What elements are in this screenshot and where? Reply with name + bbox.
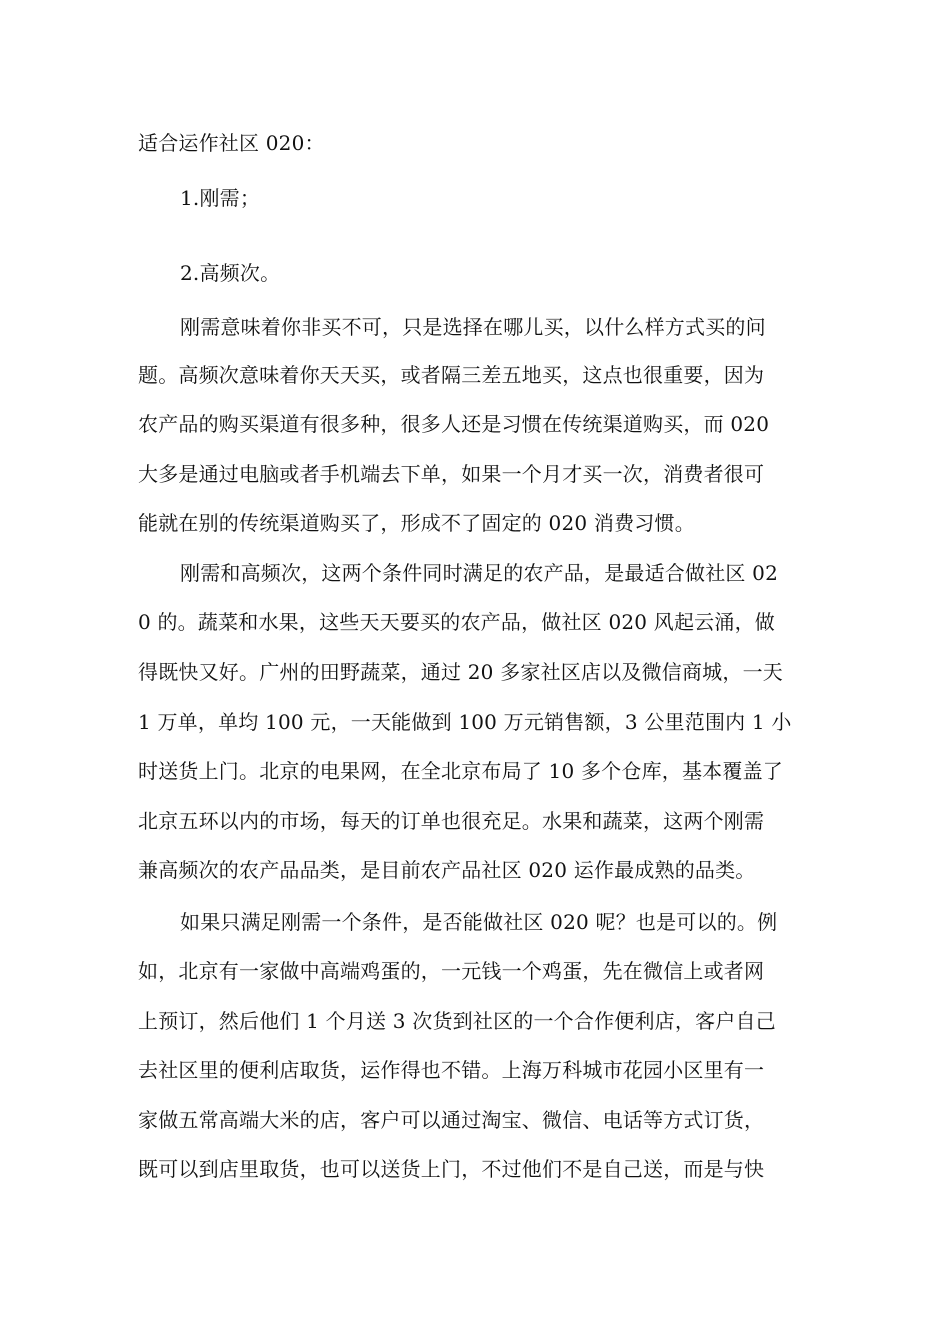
paragraph-line: 如果只满足刚需一个条件，是否能做社区 020 呢？也是可以的。例 <box>180 910 778 934</box>
paragraph-line: 农产品的购买渠道有很多种，很多人还是习惯在传统渠道购买，而 020 <box>138 412 770 436</box>
paragraph-line: 上预订，然后他们 1 个月送 3 次货到社区的一个合作便利店，客户自己 <box>138 1009 776 1033</box>
paragraph-line: 刚需和高频次，这两个条件同时满足的农产品，是最适合做社区 02 <box>180 561 779 585</box>
list-item: 2.高频次。 <box>180 261 281 285</box>
paragraph-line: 得既快又好。广州的田野蔬菜，通过 20 多家社区店以及微信商城，一天 <box>138 660 783 684</box>
paragraph-line: 0 的。蔬菜和水果，这些天天要买的农产品，做社区 020 风起云涌，做 <box>138 610 775 634</box>
list-item: 1.刚需； <box>180 186 261 210</box>
paragraph-line: 家做五常高端大米的店，客户可以通过淘宝、微信、电话等方式订货， <box>138 1108 765 1132</box>
paragraph-line: 题。高频次意味着你天天买，或者隔三差五地买，这点也很重要，因为 <box>138 363 765 387</box>
paragraph-line: 1 万单，单均 100 元，一天能做到 100 万元销售额，3 公里范围内 1 小 <box>138 710 792 734</box>
paragraph-line: 去社区里的便利店取货，运作得也不错。上海万科城市花园小区里有一 <box>138 1058 765 1082</box>
paragraph-line: 兼高频次的农产品品类，是目前农产品社区 020 运作最成熟的品类。 <box>138 858 756 882</box>
paragraph-line: 大多是通过电脑或者手机端去下单，如果一个月才买一次，消费者很可 <box>138 462 765 486</box>
paragraph-line: 既可以到店里取货，也可以送货上门，不过他们不是自己送，而是与快 <box>138 1157 765 1181</box>
paragraph-line: 如，北京有一家做中高端鸡蛋的，一元钱一个鸡蛋，先在微信上或者网 <box>138 959 765 983</box>
paragraph-line: 刚需意味着你非买不可，只是选择在哪儿买，以什么样方式买的问 <box>180 315 766 339</box>
paragraph-line: 北京五环以内的市场，每天的订单也很充足。水果和蔬菜，这两个刚需 <box>138 809 765 833</box>
paragraph-line: 能就在别的传统渠道购买了，形成不了固定的 020 消费习惯。 <box>138 511 695 535</box>
paragraph-line: 时送货上门。北京的电果网，在全北京布局了 10 多个仓库，基本覆盖了 <box>138 759 783 783</box>
text-line: 适合运作社区 020： <box>138 131 325 155</box>
